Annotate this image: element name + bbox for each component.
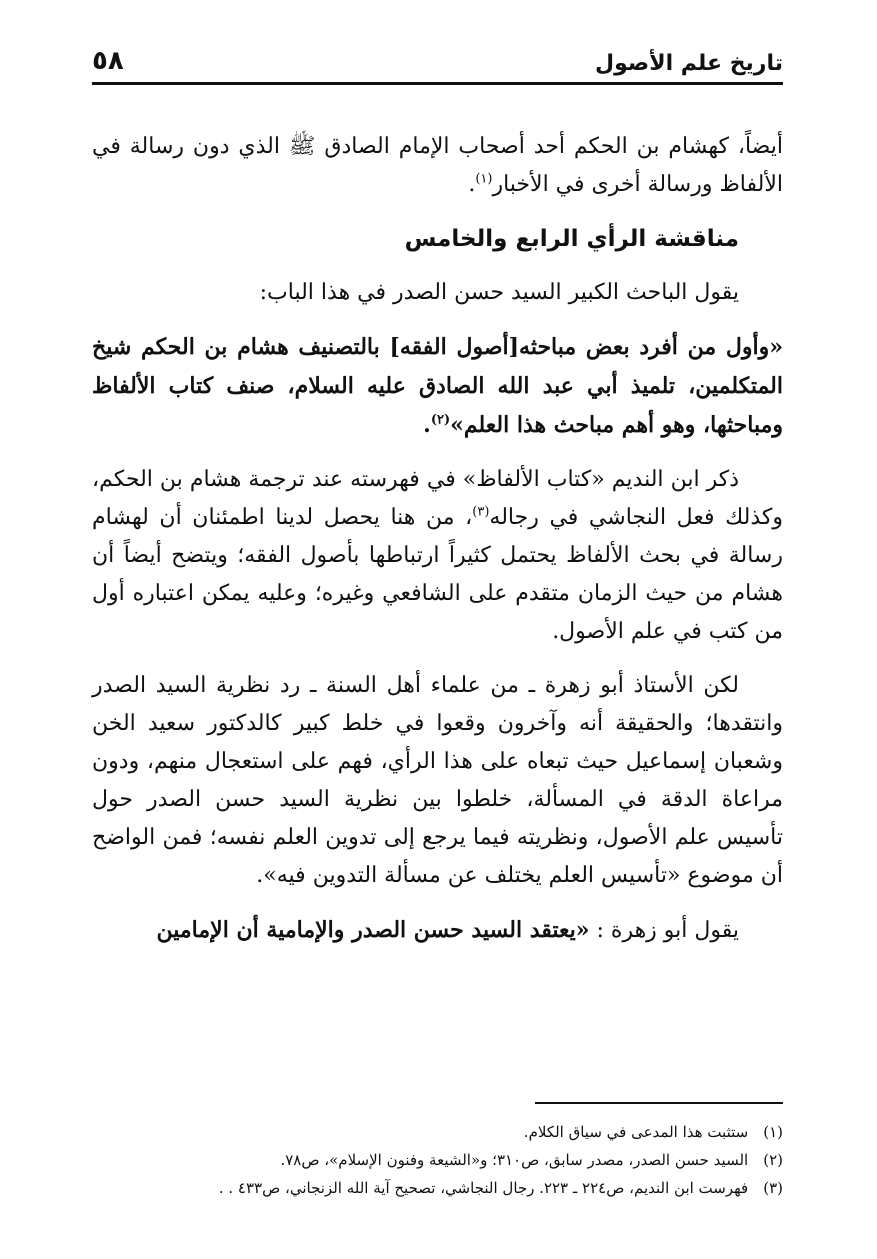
- footnote-text: فهرست ابن النديم، ص٢٢٤ ـ ٢٢٣. رجال النجاشي، تصحيح آية الله الزنجاني، ص٤٣٣ . .: [218, 1179, 749, 1197]
- footnote-1: [92, 1118, 783, 1146]
- paragraph-4: [92, 461, 783, 651]
- quote-text: «وأول من أفرد بعض مباحثه[أصول الفقه] بالتصنيف هشام بن الحكم شيخ المتكلمين، تلميذ أبي عبد الله الصادق عليه السلام، صنف كتاب الألفاظ ومباحثها، وهو أهم مباحث هذا العلم»: [92, 334, 783, 438]
- paragraph-4-text-a: ذكر ابن النديم «كتاب الألفاظ» في فهرسته عند ترجمة هشام بن الحكم، وكذلك فعل النجاشي في رجاله: [92, 467, 783, 530]
- quote-end: .: [423, 412, 431, 438]
- paragraph-6: [92, 911, 783, 950]
- footnote-number: (٢): [763, 1151, 783, 1169]
- footnote-2: [92, 1146, 783, 1174]
- paragraph-2: يقول الباحث الكبير السيد حسن الصدر في هذا الباب:: [259, 280, 739, 305]
- footnote-number: (١): [763, 1123, 783, 1141]
- page-header: [92, 32, 783, 85]
- paragraph-1-text: أيضاً، كهشام بن الحكم أحد أصحاب الإمام الصادق ﷺ الذي دون رسالة في الألفاظ ورسالة أخرى في الأخبار: [92, 134, 783, 197]
- footnote-ref-1: (١): [475, 171, 493, 187]
- quote-paragraph: [92, 328, 783, 445]
- paragraph-6-text-a: يقول أبو زهرة :: [589, 918, 739, 943]
- footnote-divider: [535, 1102, 783, 1104]
- paragraph-5: لكن الأستاذ أبو زهرة ـ من علماء أهل السنة ـ رد نظرية السيد الصدر وانتقدها؛ والحقيقة أنه وآخرون وقعوا في خلط كبير كالدكتور سعيد الخن وشعبان إسماعيل حيث تبعاه على هذا الرأي، فهم على استعجال منهم، ودون مراعاة الدقة في المسألة، خلطوا بين نظرية السيد حسن الصدر حول تأسيس علم الأصول، ونظريته فيما يرجع إلى تدوين العلم نفسه؛ فمن الواضح أن موضوع «تأسيس العلم يختلف عن مسألة التدوين فيه».: [92, 673, 783, 888]
- paragraph-4-text-b: ، من هنا يحصل لدينا اطمئنان أن لهشام رسالة في بحث الألفاظ يحتمل كثيراً ارتباطها بأصول الفقه؛ ويتضح أيضاً أن هشام من حيث الزمان متقدم على الشافعي وغيره؛ وعليه يمكن اعتباره أول من كتب في علم الأصول.: [92, 505, 783, 644]
- footnote-ref-2: (٢): [430, 412, 451, 428]
- page-number: ٥٨: [92, 46, 124, 76]
- paragraph-6-quote: «يعتقد السيد حسن الصدر والإمامية أن الإمامين: [156, 917, 590, 943]
- paragraph-1: [92, 128, 783, 204]
- footnotes: [92, 1102, 783, 1202]
- page-body: [92, 128, 783, 950]
- paragraph-1-end: .: [468, 172, 476, 197]
- footnote-ref-3: (٣): [472, 504, 490, 520]
- footnote-number: (٣): [763, 1179, 783, 1197]
- footnote-text: السيد حسن الصدر، مصدر سابق، ص٣١٠؛ و«الشيعة وفنون الإسلام»، ص٧٨.: [280, 1151, 749, 1169]
- running-title: تاريخ علم الأصول: [595, 51, 783, 76]
- footnote-text: ستثبت هذا المدعى في سياق الكلام.: [523, 1123, 749, 1141]
- section-heading: مناقشة الرأي الرابع والخامس: [404, 226, 739, 252]
- footnote-3: [92, 1174, 783, 1202]
